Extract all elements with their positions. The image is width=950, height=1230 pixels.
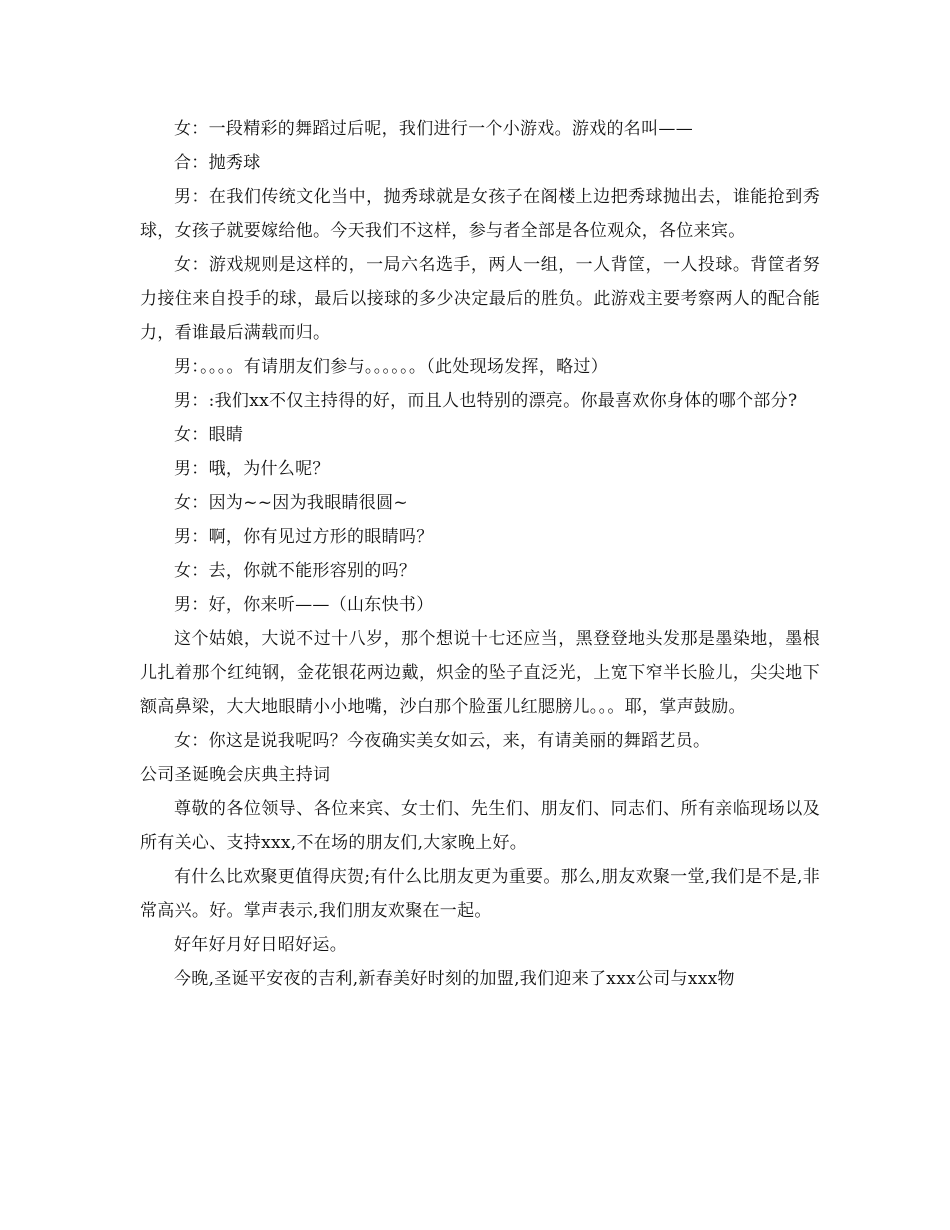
paragraph-4: 女：游戏规则是这样的，一局六名选手，两人一组，一人背筐，一人投球。背筐者努力接住来自投手的球，最后以接球的多少决定最后的胜负。此游戏主要考察两人的配合能力，看谁最后满载而归。 (140, 255, 820, 343)
paragraph-7: 女：眼睛 (174, 425, 244, 445)
paragraph-14: 女：你这是说我呢吗？今夜确实美女如云，来，有请美丽的舞蹈艺员。 (174, 731, 711, 751)
document-page (140, 112, 820, 996)
paragraph-2: 合：抛秀球 (174, 153, 261, 173)
paragraph-18: 好年好月好日昭好运。 (174, 935, 347, 955)
paragraph-16: 尊敬的各位领导、各位来宾、女士们、先生们、朋友们、同志们、所有亲临现场以及所有关心、支持xxx,不在场的朋友们,大家晚上好。 (140, 799, 820, 853)
paragraph-11: 女：去，你就不能形容别的吗？ (174, 561, 417, 581)
paragraph-5: 男：。。。。有请朋友们参与。。。。。。（此处现场发挥，略过） (174, 357, 608, 377)
paragraph-3: 男：在我们传统文化当中，抛秀球就是女孩子在阁楼上边把秀球抛出去，谁能抢到秀球，女孩子就要嫁给他。今天我们不这样，参与者全部是各位观众，各位来宾。 (140, 187, 820, 241)
paragraph-17: 有什么比欢聚更值得庆贺;有什么比朋友更为重要。那么,朋友欢聚一堂,我们是不是,非常高兴。好。掌声表示,我们朋友欢聚在一起。 (140, 867, 820, 921)
paragraph-9: 女：因为~~因为我眼睛很圆~ (174, 493, 408, 513)
section-heading: 公司圣诞晚会庆典主持词 (140, 765, 331, 785)
paragraph-6: 男：:我们xx不仅主持得的好，而且人也特别的漂亮。你最喜欢你身体的哪个部分? (174, 391, 798, 411)
paragraph-8: 男：哦，为什么呢？ (174, 459, 330, 479)
paragraph-19: 今晚,圣诞平安夜的吉利,新春美好时刻的加盟,我们迎来了xxx公司与xxx物 (174, 969, 735, 989)
paragraph-1: 女：一段精彩的舞蹈过后呢，我们进行一个小游戏。游戏的名叫—— (174, 119, 693, 139)
paragraph-13: 这个姑娘，大说不过十八岁，那个想说十七还应当，黑登登地头发那是墨染地，墨根儿扎着那个红纯钢，金花银花两边戴，炽金的坠子直泛光，上宽下窄半长脸儿，尖尖地下额高鼻梁，大大地眼睛小小地嘴，沙白那个脸蛋儿红腮膀儿。。。耶，掌声鼓励。 (140, 629, 820, 717)
paragraph-12: 男：好，你来听——（山东快书） (174, 595, 434, 615)
paragraph-10: 男：啊，你有见过方形的眼睛吗？ (174, 527, 434, 547)
